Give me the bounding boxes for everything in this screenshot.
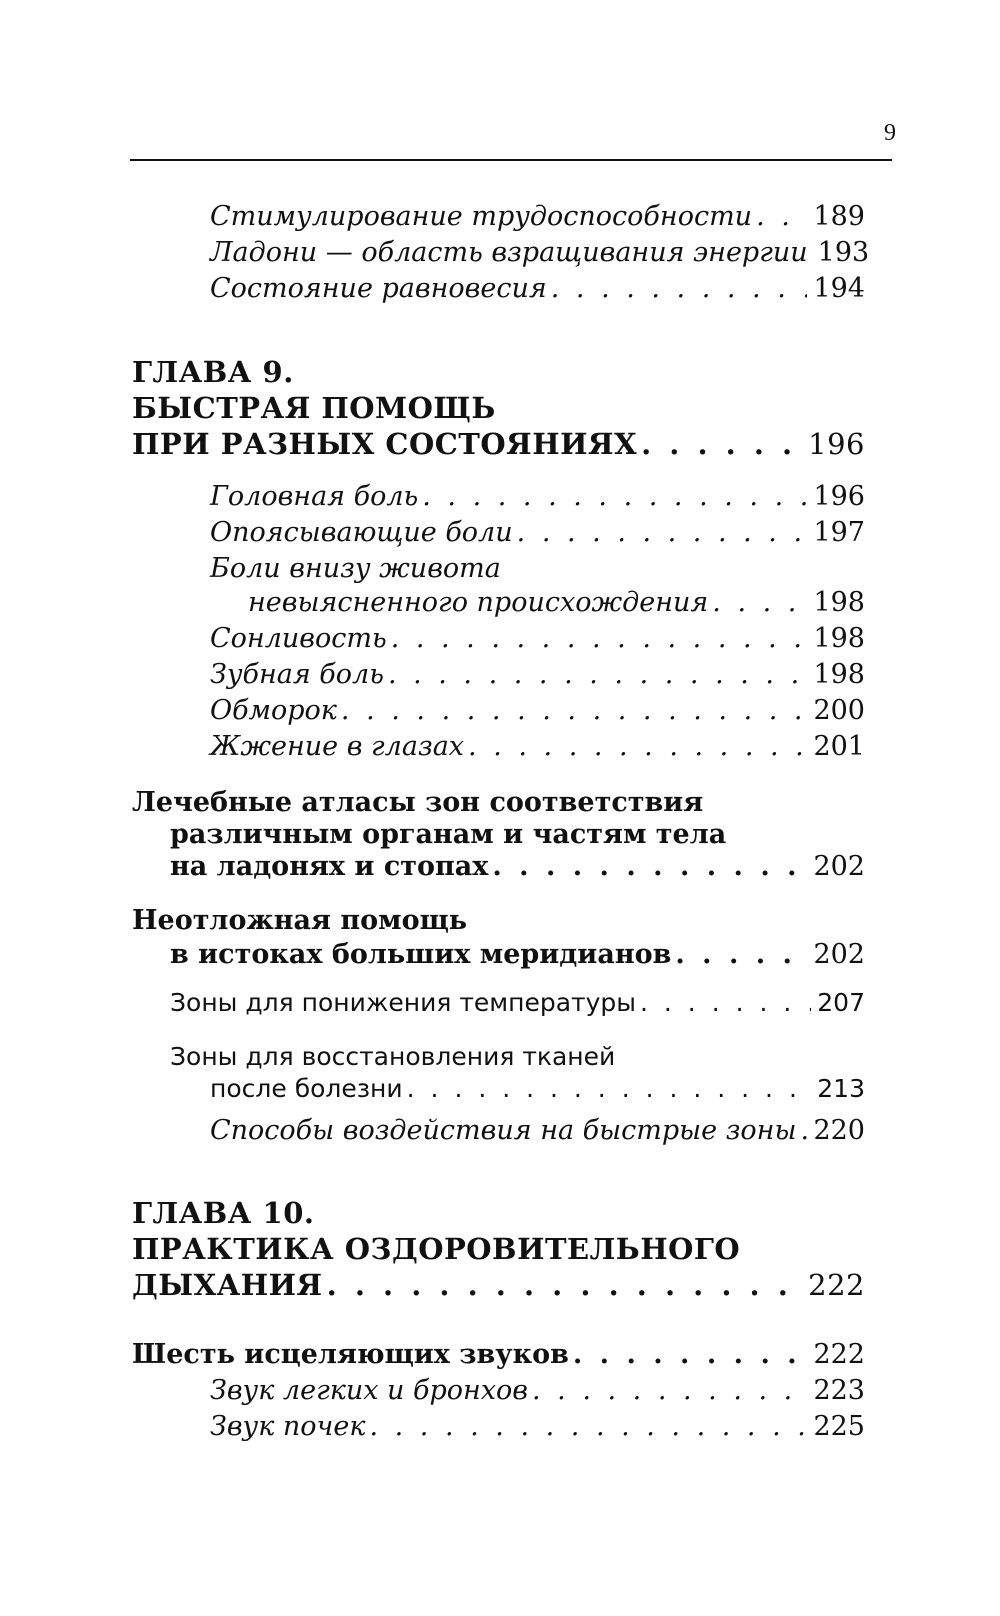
- toc-entry-title: Головная боль: [210, 481, 419, 512]
- toc-entry-page: 222: [813, 1339, 865, 1370]
- toc-entry-title: Зоны для понижения температуры: [170, 988, 637, 1017]
- toc-entry: [132, 516, 865, 550]
- toc-entry-title: после болезни: [210, 1074, 403, 1103]
- toc-entry-title: в истоках больших меридианов: [170, 939, 672, 970]
- toc-entry-title: Зубная боль: [210, 659, 384, 690]
- leader-dots: [712, 586, 807, 620]
- toc-entry-page: 220: [813, 1115, 865, 1146]
- section-title-line2: различным органам и частям тела: [170, 819, 727, 850]
- leader-dots: [422, 480, 807, 514]
- toc-entry-title: Опоясывающие боли: [210, 517, 513, 548]
- toc-entry-title: Звук почек: [210, 1411, 366, 1442]
- toc-entry: [132, 658, 865, 692]
- leader-dots: [517, 516, 808, 550]
- leader-dots: [391, 622, 808, 656]
- leader-dots: [532, 1374, 807, 1408]
- toc-entry: [132, 694, 865, 728]
- toc-entry-page: 196: [808, 427, 865, 461]
- toc-entry: [132, 272, 865, 306]
- toc-entry-title: ДЫХАНИЯ: [132, 1268, 323, 1302]
- leader-dots: [573, 1338, 808, 1372]
- leader-dots: [492, 850, 807, 884]
- chapter-9-label: ГЛАВА 9.: [132, 355, 294, 389]
- toc-entry-page: 197: [813, 517, 865, 548]
- toc-entry-title: на ладонях и стопах: [170, 851, 489, 882]
- leader-dots: [756, 200, 807, 234]
- chapter-10-title-line2: [132, 1268, 865, 1302]
- toc-entry-title: Способы воздействия на быстрые зоны: [210, 1115, 797, 1146]
- toc-entry-title-line1: Боли внизу живота: [210, 553, 501, 584]
- toc-entry-page: 202: [813, 939, 865, 970]
- leader-dots: [468, 730, 807, 764]
- toc-entry-page: 198: [813, 587, 865, 618]
- header-rule: [130, 159, 892, 161]
- toc-entry-page: 200: [813, 695, 865, 726]
- toc-entry-title: Сонливость: [210, 623, 387, 654]
- chapter-10-title-line1: ПРАКТИКА ОЗДОРОВИТЕЛЬНОГО: [132, 1232, 741, 1266]
- leader-dots: [800, 1114, 807, 1148]
- leader-dots: [369, 1410, 807, 1444]
- toc-entry-title: Обморок: [210, 695, 337, 726]
- toc-entry-title: Шесть исцеляющих звуков: [132, 1339, 569, 1370]
- section-entry: [132, 1338, 865, 1372]
- toc-entry: [132, 1410, 865, 1444]
- toc-entry-page: 198: [813, 659, 865, 690]
- toc-entry-title: ПРИ РАЗНЫХ СОСТОЯНИЯХ: [132, 427, 638, 461]
- leader-dots: [675, 938, 807, 972]
- toc-entry-page: 194: [813, 273, 865, 304]
- chapter-9-title-line2: [132, 427, 865, 461]
- toc-entry-title: Звук легких и бронхов: [210, 1375, 529, 1406]
- toc-entry: [132, 622, 865, 656]
- toc-entry: [132, 1072, 865, 1106]
- section-title-line1: Неотложная помощь: [132, 905, 468, 936]
- page-number: 9: [884, 120, 896, 146]
- toc-entry-page: 196: [813, 481, 865, 512]
- toc-entry-page: 189: [813, 201, 865, 232]
- chapter-9-title-line1: БЫСТРАЯ ПОМОЩЬ: [132, 391, 496, 425]
- toc-entry-title-line1: Зоны для восстановления тканей: [170, 1042, 616, 1071]
- leader-dots: [388, 658, 808, 692]
- toc-entry-title: Жжение в глазах: [210, 731, 465, 762]
- toc-entry: [132, 1374, 865, 1408]
- toc-entry-page: 201: [813, 731, 865, 762]
- toc-entry-page: 193: [817, 237, 870, 268]
- toc-entry-title: невыясненного происхождения: [248, 587, 709, 618]
- leader-dots: [640, 986, 811, 1020]
- toc-entry: [132, 586, 865, 620]
- toc-entry-page: 223: [813, 1375, 865, 1406]
- toc-entry-title: Состояние равновесия: [210, 273, 547, 304]
- toc-entry: [132, 200, 865, 234]
- toc-entry-title: Ладони — область взращивания энергии: [210, 237, 808, 268]
- leader-dots: [551, 272, 808, 306]
- toc-entry-page: 222: [808, 1268, 865, 1302]
- section-entry: [132, 850, 865, 884]
- leader-dots: [341, 694, 808, 728]
- leader-dots: [407, 1072, 812, 1106]
- toc-entry: [132, 236, 870, 270]
- leader-dots: [641, 427, 802, 461]
- toc-entry-title: Стимулирование трудоспособности: [210, 201, 753, 232]
- toc-entry-page: 198: [813, 623, 865, 654]
- toc-entry: [132, 986, 865, 1020]
- chapter-10-label: ГЛАВА 10.: [132, 1196, 315, 1230]
- toc-entry: [132, 730, 865, 764]
- section-title-line1: Лечебные атласы зон соответствия: [132, 787, 704, 818]
- section-entry: [132, 938, 865, 972]
- toc-entry-page: 207: [817, 988, 865, 1017]
- toc-entry-page: 202: [813, 851, 865, 882]
- toc-entry-page: 225: [813, 1411, 865, 1442]
- toc-entry-page: 213: [817, 1074, 865, 1103]
- leader-dots: [327, 1268, 803, 1302]
- toc-entry: [132, 1114, 865, 1148]
- toc-entry: [132, 480, 865, 514]
